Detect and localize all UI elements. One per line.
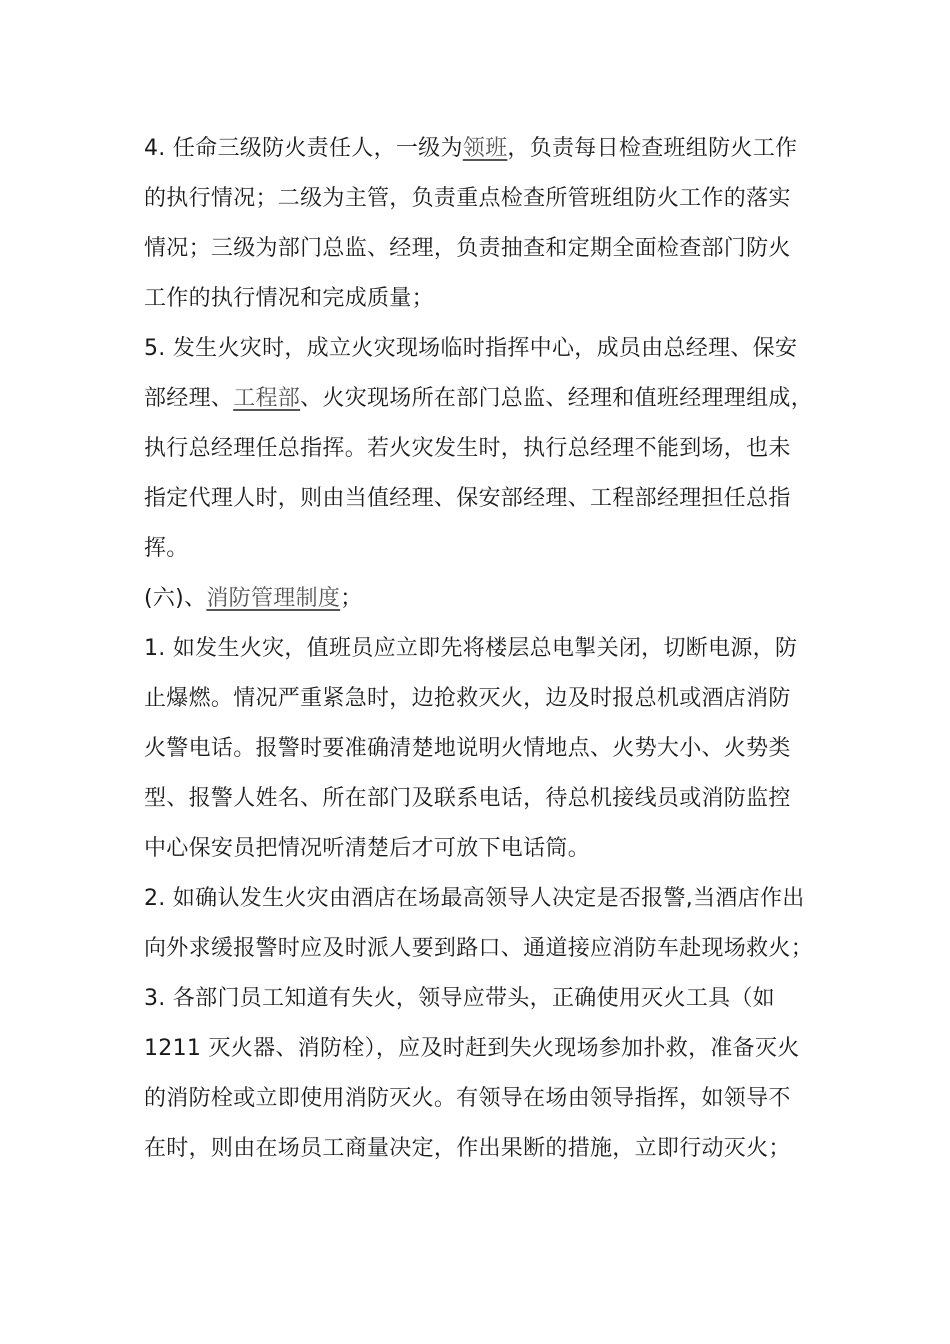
text-span: ，负责每日检查班组防火工作 [507, 136, 798, 161]
section-heading [144, 574, 808, 624]
text-line [144, 374, 814, 424]
text-line: 中心保安员把情况听清楚后才可放下电话筒。 [144, 836, 591, 861]
text-line: 的消防栓或立即使用消防灭火。有领导在场由领导指挥，如领导不 [144, 1086, 791, 1111]
text-span: 4. 任命三级防火责任人，一级为 [144, 136, 463, 161]
text-span: 部经理、 [144, 386, 234, 411]
text-line: 的执行情况；二级为主管，负责重点检查所管班组防火工作的落实 [144, 186, 791, 211]
text-line: 止爆燃。情况严重紧急时，边抢救灭火，边及时报总机或酒店消防 [144, 686, 791, 711]
text-line: 型、报警人姓名、所在部门及联系电话，待总机接线员或消防监控 [144, 786, 791, 811]
link-engineering-dept[interactable]: 工程部 [233, 386, 301, 411]
document-page [144, 124, 814, 1174]
link-team-leader[interactable]: 领班 [462, 136, 508, 161]
text-line: 1. 如发生火灾，值班员应立即先将楼层总电掣关闭，切断电源，防 [144, 636, 798, 661]
text-span: 、火灾现场所在部门总监、经理和值班经理理组成， [300, 386, 814, 411]
text-line: 5. 发生火灾时，成立火灾现场临时指挥中心，成员由总经理、保安 [144, 336, 798, 361]
text-span: (六)、 [144, 586, 207, 611]
link-fire-management-rules[interactable]: 消防管理制度 [206, 586, 341, 611]
text-line: 情况；三级为部门总监、经理，负责抽查和定期全面检查部门防火 [144, 236, 791, 261]
text-line: 工作的执行情况和完成质量； [144, 286, 434, 311]
text-line: 向外求缓报警时应及时派人要到路口、通道接应消防车赴现场救火； [144, 936, 814, 961]
text-line: 3. 各部门员工知道有失火，领导应带头，正确使用灭火工具（如 [144, 986, 775, 1011]
text-line: 执行总经理任总指挥。若火灾发生时，执行总经理不能到场，也未 [144, 436, 791, 461]
text-line: 火警电话。报警时要准确清楚地说明火情地点、火势大小、火势类 [144, 736, 791, 761]
text-line: 在时，则由在场员工商量决定，作出果断的措施，立即行动灭火； [144, 1136, 791, 1161]
text-line: 指定代理人时，则由当值经理、保安部经理、工程部经理担任总指 [144, 486, 791, 511]
text-line [144, 124, 808, 174]
text-line: 1211 灭火器、消防栓），应及时赶到失火现场参加扑救，准备灭火 [144, 1036, 800, 1061]
text-line: 挥。 [144, 536, 189, 561]
text-line: 2. 如确认发生火灾由酒店在场最高领导人决定是否报警,当酒店作出 [144, 886, 805, 911]
text-span: ； [340, 586, 363, 611]
